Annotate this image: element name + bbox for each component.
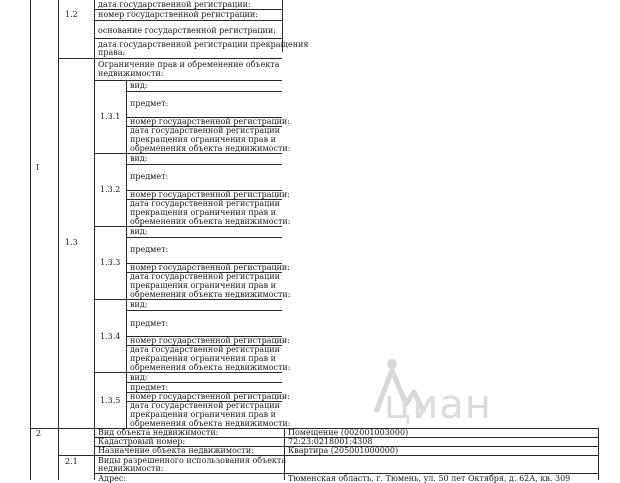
encumbrance-term-date-label-2: прекращения ограничения прав и [130,281,276,290]
row-number-2-1: 2.1 [65,457,78,466]
encumbrance-reg-number-label: номер государственной регистрации: [130,190,290,199]
table-border-left [30,0,31,480]
encumbrance-number: 1.3.1 [100,112,121,121]
object-kind-value: Помещение (002001003000) [288,428,409,437]
table-border-right [598,428,599,480]
encumbrance-term-date-label: дата государственной регистрации [130,199,280,208]
row-line [94,80,282,81]
section-number: I [36,163,40,172]
section-number: 2 [36,429,42,438]
cadastral-number-label: Кадастровый номер: [98,437,186,446]
encumbrance-term-date-label-2: прекращения ограничения прав и [130,354,276,363]
encumbrance-kind-label: вид: [130,373,148,382]
row-line [126,310,282,311]
encumbrance-kind-label: вид: [130,154,148,163]
allowed-use-label-2: недвижимости: [98,464,164,473]
row-line [94,299,282,300]
row-line [126,237,282,238]
encumbrance-term-date-label-3: обременения объекта недвижимости: [130,419,291,428]
table-col-divider-3 [126,80,127,428]
row-line [58,58,282,59]
row-line [94,226,282,227]
row-line [126,91,282,92]
encumbrance-title: Ограничение прав и обременение объекта [98,60,280,69]
termination-date-label: дата государственной регистрации прекращения [98,40,309,49]
object-kind-label: Вид объекта недвижимости: [98,428,219,437]
encumbrance-subject-label: предмет: [130,319,169,328]
encumbrance-term-date-label: дата государственной регистрации [130,345,280,354]
encumbrance-subject-label: предмет: [130,383,169,392]
encumbrance-reg-number-label: номер государственной регистрации: [130,263,290,272]
row-line [126,164,282,165]
table-col-divider-1 [58,0,59,480]
row-line [94,153,282,154]
row-line [94,38,282,39]
encumbrance-number: 1.3.4 [100,332,121,341]
row-number-1-3: 1.3 [65,238,78,247]
encumbrance-subject-label: предмет: [130,245,169,254]
allowed-use-label: Виды разрешенного использования объекта [98,456,287,465]
encumbrance-term-date-label: дата государственной регистрации [130,272,280,281]
encumbrance-reg-number-label: номер государственной регистрации: [130,117,290,126]
encumbrance-term-date-label-3: обременения объекта недвижимости: [130,144,291,153]
cadastral-number-value: 72:23:0218001:4308 [288,437,373,446]
encumbrance-subject-label: предмет: [130,99,169,108]
encumbrance-term-date-label: дата государственной регистрации [130,126,280,135]
encumbrance-term-date-label-2: прекращения ограничения прав и [130,135,276,144]
encumbrance-term-date-label-3: обременения объекта недвижимости: [130,290,291,299]
encumbrance-number: 1.3.5 [100,396,121,405]
row-number-1-2: 1.2 [65,10,78,19]
encumbrance-term-date-label-3: обременения объекта недвижимости: [130,217,291,226]
encumbrance-number: 1.3.2 [100,185,121,194]
row-line [94,20,282,21]
object-purpose-label: Назначение объекта недвижимости: [98,446,254,455]
row-line [94,372,282,373]
address-label: Адрес: [98,474,127,483]
encumbrance-term-date-label-2: прекращения ограничения прав и [130,208,276,217]
object-purpose-value: Квартира (205001000000) [288,446,399,455]
encumbrance-kind-label: вид: [130,81,148,90]
registration-basis-label: основание государственной регистрации: [98,26,276,35]
address-value: Тюменская область, г. Тюмень, ул. 50 лет Октября, д. 62А, кв. 309 [288,474,571,483]
encumbrance-title-2: недвижимости: [98,69,164,78]
termination-date-label-2: права: [98,48,126,57]
encumbrance-subject-label: предмет: [130,172,169,181]
encumbrance-term-date-label-2: прекращения ограничения прав и [130,410,276,419]
encumbrance-reg-number-label: номер государственной регистрации: [130,336,290,345]
registration-date-label: дата государственной регистрации: [98,0,251,9]
encumbrance-term-date-label-3: обременения объекта недвижимости: [130,363,291,372]
encumbrance-reg-number-label: номер государственной регистрации: [130,392,290,401]
encumbrance-term-date-label: дата государственной регистрации [130,401,280,410]
watermark-text: циан [384,382,492,428]
table-col-divider-2 [94,0,95,480]
encumbrance-number: 1.3.3 [100,258,121,267]
encumbrance-kind-label: вид: [130,300,148,309]
encumbrance-kind-label: вид: [130,227,148,236]
registration-number-label: номер государственной регистрации: [98,10,258,19]
